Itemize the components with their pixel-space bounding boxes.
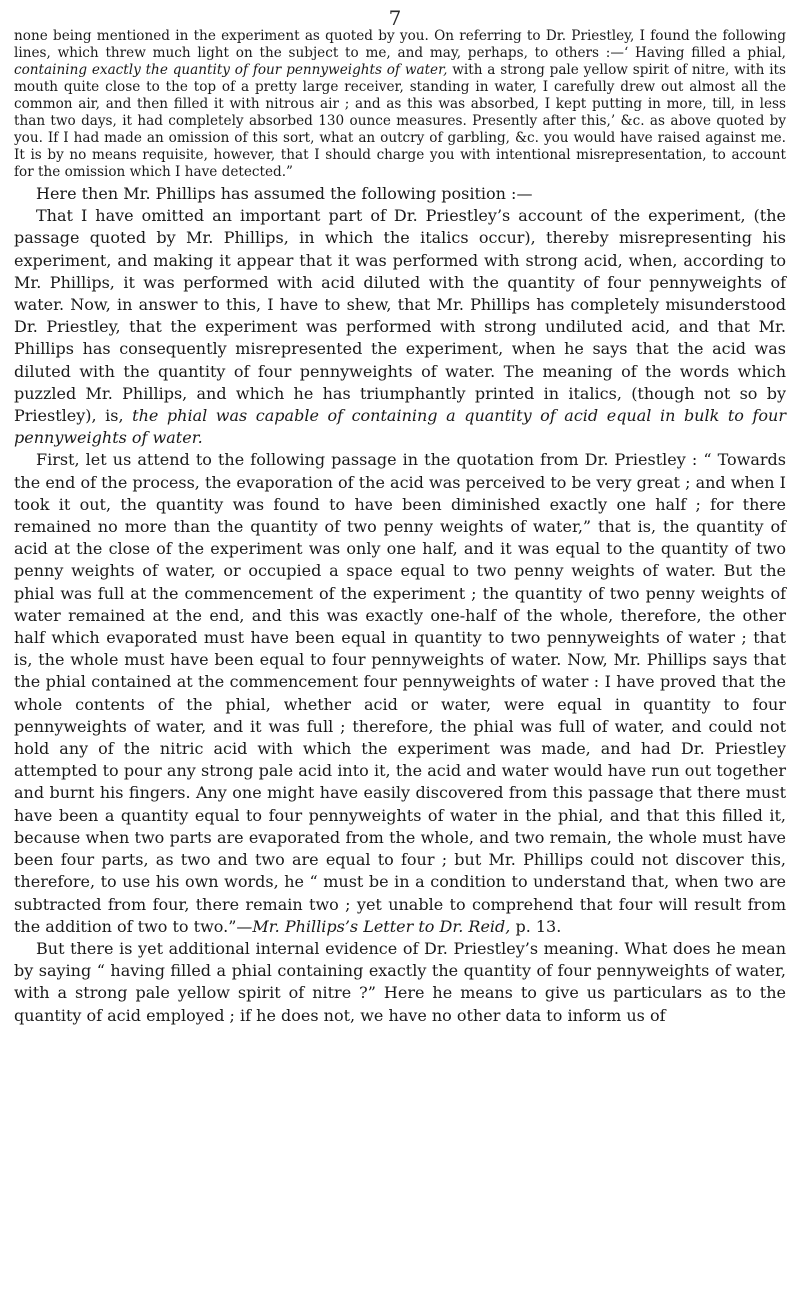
- quoted-letter-paragraph: [14, 28, 786, 181]
- paragraph-position: Here then Mr. Phillips has assumed the following position :—: [36, 184, 533, 203]
- paragraph-first-argument: [14, 449, 786, 937]
- quote-lead: none being mentioned in the experiment as quoted by you. On referring to Dr. Priestley, I found the following lines, which threw much light on the subject to me, and may, perhaps, to others :—‘ Having filled a phial,: [14, 28, 786, 61]
- paragraph-omission-text: That I have omitted an important part of Dr. Priestley’s account of the experiment, (the passage quoted by Mr. Phillips, in which the italics occur), thereby misrepresenting his experiment, and making it appear that it was performed with strong acid, when, according to Mr. Phillips, it was performed with acid diluted with the quantity of four pennyweights of water. Now, in answer to this, I have to shew, that Mr. Phillips has completely misunderstood Dr. Priestley, that the experiment was performed with strong undiluted acid, and that Mr. Phillips has consequently misrepresented the experiment, when he says that the acid was diluted with the quantity of four pennyweights of water. The meaning of the words which puzzled Mr. Phillips, and which he has triumphantly printed in italics, (though not so by Priestley), is,: [14, 206, 786, 426]
- paragraph-omission-italic: the phial was capable of containing a quantity of acid equal in bulk to four pennyweights of water.: [14, 406, 786, 448]
- paragraph-first-argument-text: First, let us attend to the following passage in the quotation from Dr. Priestley : “ Towards the end of the process, the evaporation of the acid was perceived to be very great ; and when I took it out, the quantity was found to have been diminished exactly one half ; for there remained no more than the quantity of two penny weights of water,” that is, the quantity of acid at the close of the experiment was only one half, and it was equal to the quantity of two penny weights of water, or occupied a space equal to two penny weights of water. But the phial was full at the commencement of the experiment ; the quantity of two penny weights of water remained at the end, and this was exactly one-half of the whole, therefore, the other half which evaporated must have been equal in quantity to two pennyweights of water ; that is, the whole must have been equal to four pennyweights of water. Now, Mr. Phillips says that the phial contained at the commencement four pennyweights of water : I have proved that the whole contents of the phial, whether acid or water, were equal in quantity to four pennyweights of water, and it was full ; therefore, the phial was full of water, and could not hold any of the nitric acid with which the experiment was made, and had Dr. Priestley attempted to pour any strong pale acid into it, the acid and water would have run out together and burnt his fingers. Any one might have easily discovered from this passage that there must have been a quantity equal to four pennyweights of water in the phial, and that this filled it, because when two parts are evaporated from the whole, and two remain, the whole must have been four parts, as two and two are equal to four ; but Mr. Phillips could not discover this, therefore, to use his own words, he “ must be in a condition to understand that, when two are subtracted from four, there remain two ; yet unable to comprehend that four will result from the addition of two to two.”—: [14, 450, 786, 936]
- page-number: 7: [388, 6, 402, 30]
- page-text: [14, 28, 786, 1027]
- quote-rest: with a strong pale yellow spirit of nitre, with its mouth quite close to the top of a pretty large receiver, standing in water, I carefully drew out almost all the common air, and then filled it with nitrous air ; and as this was absorbed, I kept putting in more, till, in less than two days, it had completely absorbed 130 ounce measures. Presently after this,’ &c. as above quoted by you. If I had made an omission of this sort, what an outcry of garbling, &c. you would have raised against me. It is by no means requisite, however, that I should charge you with intentional misrepresentation, to account for the omission which I have detected.”: [14, 62, 786, 180]
- quote-italic: containing exactly the quantity of four pennyweights of water,: [14, 62, 448, 78]
- paragraph-omission: [14, 205, 786, 449]
- paragraph-citation-page: p. 13.: [510, 916, 562, 936]
- paragraph-internal-evidence: But there is yet additional internal evidence of Dr. Priestley’s meaning. What does he mean by saying “ having filled a phial containing exactly the quantity of four pennyweights of water, with a strong pale yellow spirit of nitre ?” Here he means to give us particulars as to the quantity of acid employed ; if he does not, we have no other data to inform us of: [14, 938, 786, 1025]
- paragraph-citation-italic: Mr. Phillips’s Letter to Dr. Reid,: [252, 916, 511, 936]
